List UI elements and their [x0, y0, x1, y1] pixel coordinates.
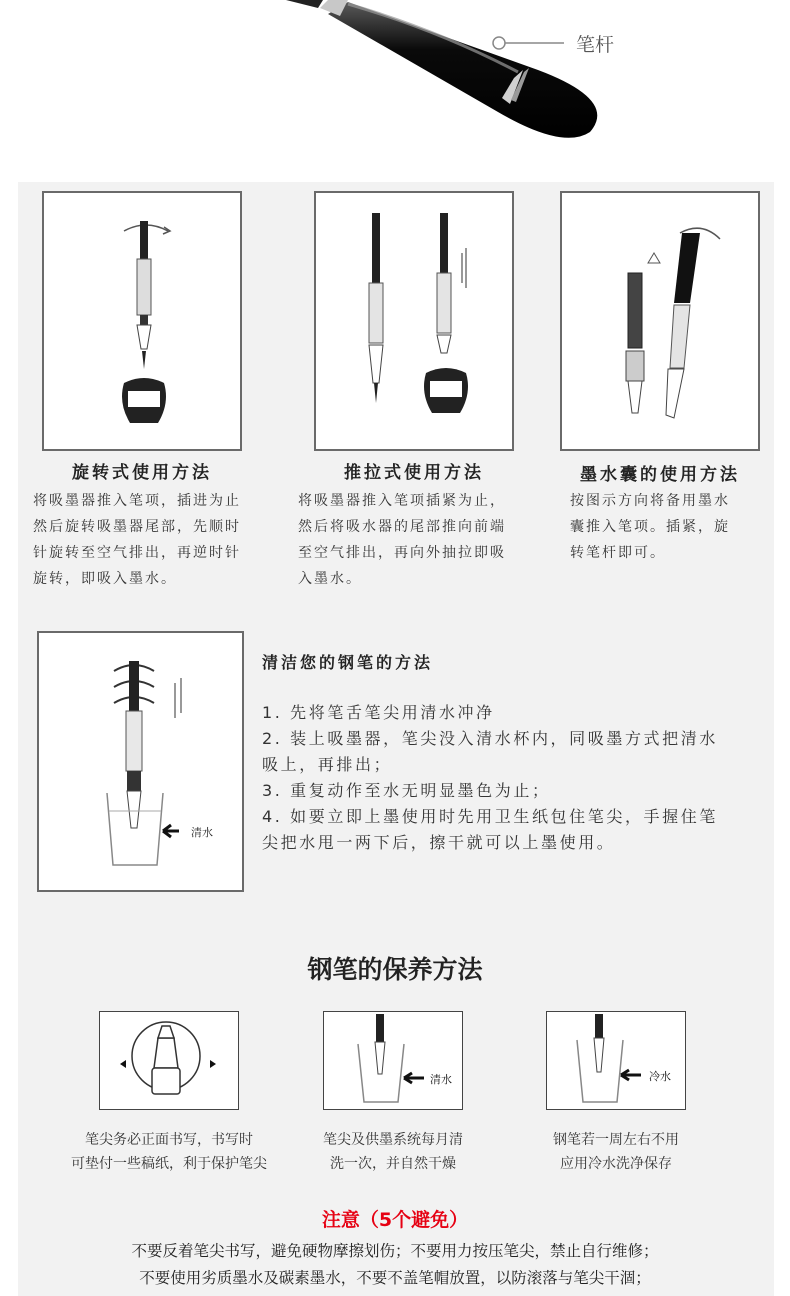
notice-line-1: 不要反着笔尖书写，避免硬物摩擦划伤；不要用力按压笔尖，禁止自行维修； [131, 1242, 659, 1260]
pen-hero-area [18, 0, 774, 182]
push-pull-method-title: 推拉式使用方法 [344, 463, 484, 483]
care-caption-writing: 笔尖务必正面书写，书写时 可垫付一些稿纸，利于保护笔尖 [71, 1132, 267, 1172]
care-figure-monthly-wash [323, 1011, 463, 1110]
care-caption-cold-water: 钢笔若一周左右不用 应用冷水洗净保存 [553, 1132, 679, 1172]
care-figure-writing [99, 1011, 239, 1110]
cleaning-figure [37, 631, 244, 892]
pen-in-water-cup-icon [39, 633, 242, 890]
ink-cartridge-icon [562, 193, 758, 449]
cleaning-figure-label: 清水 [191, 826, 213, 839]
rotary-method-title: 旋转式使用方法 [72, 463, 212, 483]
care-figure-cold-water [546, 1011, 686, 1110]
nib-in-water-icon [324, 1012, 462, 1109]
notice-title: 注意（5个避免） [321, 1209, 469, 1231]
push-pull-method-desc: 将吸墨器推入笔项插紧为止， 然后将吸水器的尾部推向前端 至空气排出，再向外抽拉即吸 入墨水。 [298, 493, 506, 587]
care-figure-label-cold-water: 冷水 [649, 1070, 671, 1083]
push-pull-converter-icon [316, 193, 512, 449]
notice-line-2: 不要使用劣质墨水及碳素墨水，不要不盖笔帽放置，以防滚落与笔尖干涸； [139, 1269, 651, 1287]
nib-front-icon [100, 1012, 238, 1109]
cartridge-method-title: 墨水囊的使用方法 [580, 465, 740, 485]
rotary-converter-icon [44, 193, 240, 449]
cartridge-method-figure [560, 191, 760, 451]
nib-in-cold-water-icon [547, 1012, 685, 1109]
rotary-method-figure [42, 191, 242, 451]
care-caption-monthly-wash: 笔尖及供墨系统每月清 洗一次，并自然干燥 [323, 1132, 463, 1172]
cleaning-title: 清洁您的钢笔的方法 [262, 653, 434, 672]
rotary-method-desc: 将吸墨器推入笔项，插进为止 然后旋转吸墨器尾部，先顺时 针旋转至空气排出，再逆时针 旋转，即吸入墨水。 [33, 493, 241, 587]
cartridge-method-desc: 按图示方向将备用墨水 囊推入笔项。插紧，旋 转笔杆即可。 [570, 493, 730, 561]
cleaning-steps: 1. 先将笔舌笔尖用清水冲净 2. 装上吸墨器，笔尖没入清水杯内，同吸墨方式把清水 吸上，再排出； 3. 重复动作至水无明显墨色为止； 4. 如要立即上墨使用时先用卫生纸包住笔尖，手握住笔 尖把水甩一两下后，擦干就可以上墨使用。 [262, 703, 718, 852]
push-pull-method-figure [314, 191, 514, 451]
pen-barrel-illustration [18, 0, 774, 182]
barrel-label: 笔杆 [576, 34, 615, 56]
care-title: 钢笔的保养方法 [307, 955, 483, 984]
care-figure-label-clear-water: 清水 [430, 1073, 452, 1086]
